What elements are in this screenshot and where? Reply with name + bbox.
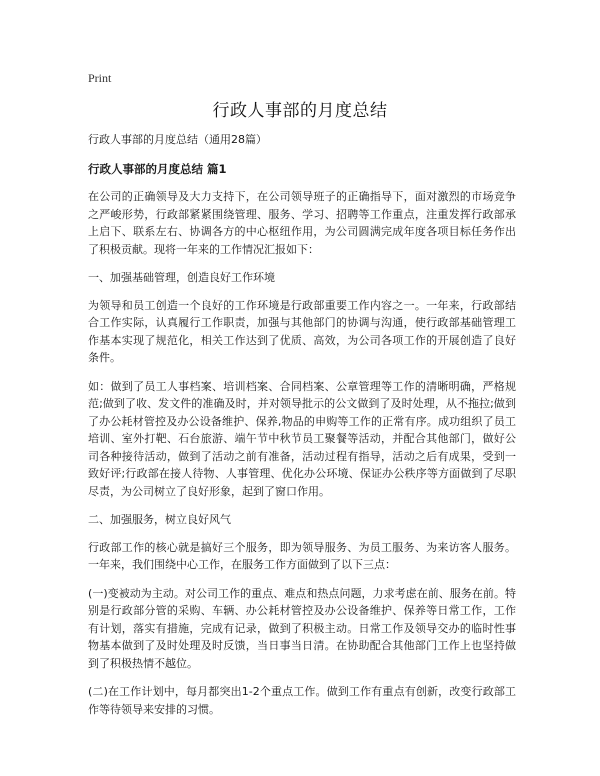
paragraph-point-two: (二)在工作计划中，每月都突出1-2个重点工作。做到工作有重点有创新，改变行政部工作等待领导来安排的习惯。 xyxy=(88,685,516,716)
heading-basic-management: 一、加强基础管理，创造良好工作环境 xyxy=(88,271,275,284)
page-title: 行政人事部的月度总结 xyxy=(212,101,388,121)
document-subtitle: 行政人事部的月度总结（通用28篇） xyxy=(88,133,267,146)
print-label[interactable]: Print xyxy=(88,71,112,85)
paragraph-point-one: (一)变被动为主动。对公司工作的重点、难点和热点问题，力求考虑在前、服务在前。特别是行政部分管的采购、车辆、办公耗材管控及办公设备维护、保养等日常工作，工作有计划，落实有措施，完成有记录，做到了积极主动。日常工作及领导交办的临时性事物基本做到了及时处理及时反馈，当日事当日清。在协助配合其他部门工作上也坚持做到了积极热情不越位。 xyxy=(88,586,516,670)
paragraph-examples: 如：做到了员工人事档案、培训档案、合同档案、公章管理等工作的清晰明确，严格规范;做到了收、发文件的准确及时，并对领导批示的公文做到了及时处理，从不拖拉;做到了办公耗材管控及办公设备维护、保养,物品的申购等工作的正常有序。成功组织了员工培训、室外打靶、石台旅游、端午节中秋节员工聚餐等活动，并配合其他部门，做好公司各种接待活动，做到了活动之前有准备，活动过程有指导，活动之后有成果，受到一致好评;行政部在接人待物、人事管理、优化办公环境、保证办公秩序等方面做到了尽职尽责，为公司树立了良好形象，起到了窗口作用。 xyxy=(88,379,517,498)
paragraph-environment: 为领导和员工创造一个良好的工作环境是行政部重要工作内容之一。一年来，行政部结合工作实际，认真履行工作职责，加强与其他部门的协调与沟通，使行政部基础管理工作基本实现了规范化，相关工作达到了优质、高效，为公司各项工作的开展创造了良好条件。 xyxy=(88,298,516,364)
heading-service: 二、加强服务，树立良好风气 xyxy=(88,513,231,526)
paragraph-intro: 在公司的正确领导及大力支持下，在公司领导班子的正确指导下，面对激烈的市场竞争之严峻形势，行政部紧紧围绕管理、服务、学习、招聘等工作重点，注重发挥行政部承上启下、联系左右、协调各方的中心枢纽作用，为公司圆满完成年度各项目标任务作出了积极贡献。现将一年来的工作情况汇报如下： xyxy=(88,190,516,256)
paragraph-service-core: 行政部工作的核心就是搞好三个服务，即为领导服务、为员工服务、为来访客人服务。一年来，我们围绕中心工作，在服务工作方面做到了以下三点： xyxy=(88,540,516,571)
document-body xyxy=(88,131,516,729)
section-heading: 行政人事部的月度总结 篇1 xyxy=(88,161,227,176)
